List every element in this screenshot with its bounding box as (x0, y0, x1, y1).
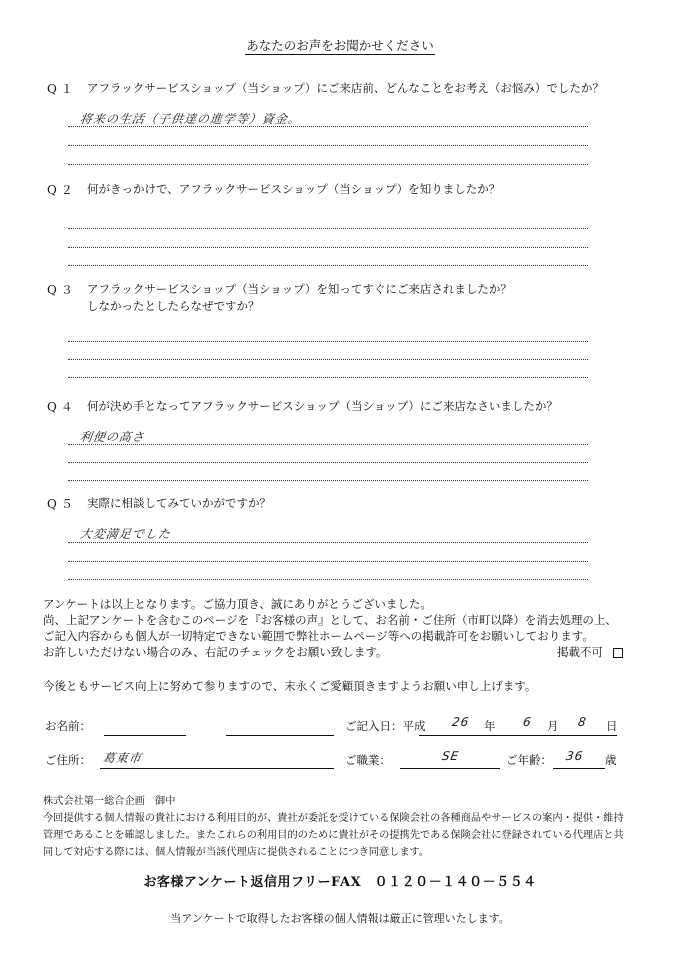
question-number-5: Q５ (47, 497, 77, 511)
question-number-3: Q３ (47, 283, 77, 297)
answer-line (68, 444, 588, 445)
answer-line (68, 164, 588, 165)
answer-4[interactable]: 利便の高さ (78, 430, 146, 444)
question-text-2: 何がきっかけで、アフラックサービスショップ（当ショップ）を知りましたか？ (87, 182, 501, 196)
fax-number: お客様アンケート返信用フリーFAX ０１２０－１４０－５５４ (143, 875, 537, 890)
answer-line (68, 145, 588, 146)
question-text-1: アフラックサービスショップ（当ショップ）にご来店前、どんなことをお考え（お悩み）でしたか？ (87, 81, 604, 95)
age-value[interactable]: 36 (565, 749, 585, 763)
opt-out-label: 掲載不可 (557, 645, 603, 659)
answer-line (68, 561, 588, 562)
age-label: ご年齢： (506, 753, 552, 767)
page-title: あなたのお声をお聞かせください (246, 38, 434, 53)
age-underline (553, 768, 605, 769)
year-unit: 年 (484, 719, 496, 733)
question-text-5: 実際に相談してみていかがですか？ (87, 496, 271, 510)
notice-line-4: お許しいただけない場合のみ、右記のチェックをお願い致します。 (43, 645, 388, 659)
notice-line-1: アンケートは以上となります。ご協力頂き、誠にありがとうございました。 (43, 597, 432, 611)
footer-note: 当アンケートで取得したお客様の個人情報は厳正に管理いたします。 (170, 912, 510, 925)
answer-line (68, 126, 588, 127)
privacy-line-3: 同して対応する際には、個人情報が当該代理店に提供されることにつき同意します。 (43, 847, 430, 858)
date-month-value[interactable]: 6 (522, 715, 533, 729)
answer-1[interactable]: 将来の生活（子供達の進学等）資金。 (78, 112, 302, 126)
answer-line (68, 377, 588, 378)
question-text-4: 何が決め手となってアフラックサービスショップ（当ショップ）にご来店なさいましたか？ (87, 399, 558, 413)
addressee: 株式会社第一総合企画 御中 (43, 796, 176, 807)
notice-line-3: ご記入内容からも個人が一切特定できない範囲で弊社ホームページ等への掲載許可をお願いしております。 (43, 629, 594, 643)
question-text-3-line2: しなかったとしたらなぜですか？ (87, 299, 260, 313)
answer-line (68, 462, 588, 463)
answer-line (68, 341, 588, 342)
question-number-2: Q２ (47, 183, 77, 197)
answer-line (68, 247, 588, 248)
date-year-value[interactable]: 26 (451, 715, 471, 729)
day-unit: 日 (606, 719, 618, 733)
name-field-underline-2[interactable] (226, 735, 334, 736)
occupation-label: ご職業： (345, 753, 391, 767)
address-underline (100, 768, 334, 769)
notice-line-5: 今後ともサービス向上に努めて参りますので、末永くご愛顧頂きますようお願い申し上げます。 (43, 679, 537, 693)
address-value[interactable]: 葛東市 (101, 751, 143, 765)
occupation-value[interactable]: SE (441, 749, 461, 763)
answer-line (68, 228, 588, 229)
age-unit: 歳 (605, 753, 617, 767)
name-field-underline-1[interactable] (104, 735, 186, 736)
opt-out-checkbox[interactable] (557, 645, 623, 661)
occupation-underline (400, 768, 500, 769)
date-label: ご記入日：平成 (345, 719, 426, 733)
question-number-1: Q１ (47, 82, 77, 96)
answer-5[interactable]: 大変満足でした (78, 527, 172, 541)
privacy-line-1: 今回提供する個人情報の貴社における利用目的が、貴社が委託を受けている保険会社の各種商品やサービスの案内・提供・維持 (43, 813, 624, 824)
name-label: お名前： (45, 719, 91, 733)
answer-line (68, 480, 588, 481)
answer-line (68, 359, 588, 360)
question-number-4: Q４ (47, 400, 77, 414)
answer-line (68, 265, 588, 266)
privacy-line-2: 管理であることを確認しました。またこれらの利用目的のために貴社がその提携先である保険会社に登録されている代理店と共 (43, 830, 624, 841)
address-label: ご住所： (45, 753, 91, 767)
date-day-value[interactable]: 8 (577, 715, 588, 729)
date-underline (419, 735, 617, 736)
checkbox-square[interactable] (613, 648, 623, 658)
notice-line-2: 尚、上記アンケートを含むこのページを『お客様の声』として、お名前・ご住所（市町以降）を消去処理の上、 (43, 613, 617, 627)
month-unit: 月 (547, 719, 559, 733)
answer-line (68, 579, 588, 580)
question-text-3: アフラックサービスショップ（当ショップ）を知ってすぐにご来店されましたか？ (87, 282, 512, 296)
answer-line (68, 542, 588, 543)
